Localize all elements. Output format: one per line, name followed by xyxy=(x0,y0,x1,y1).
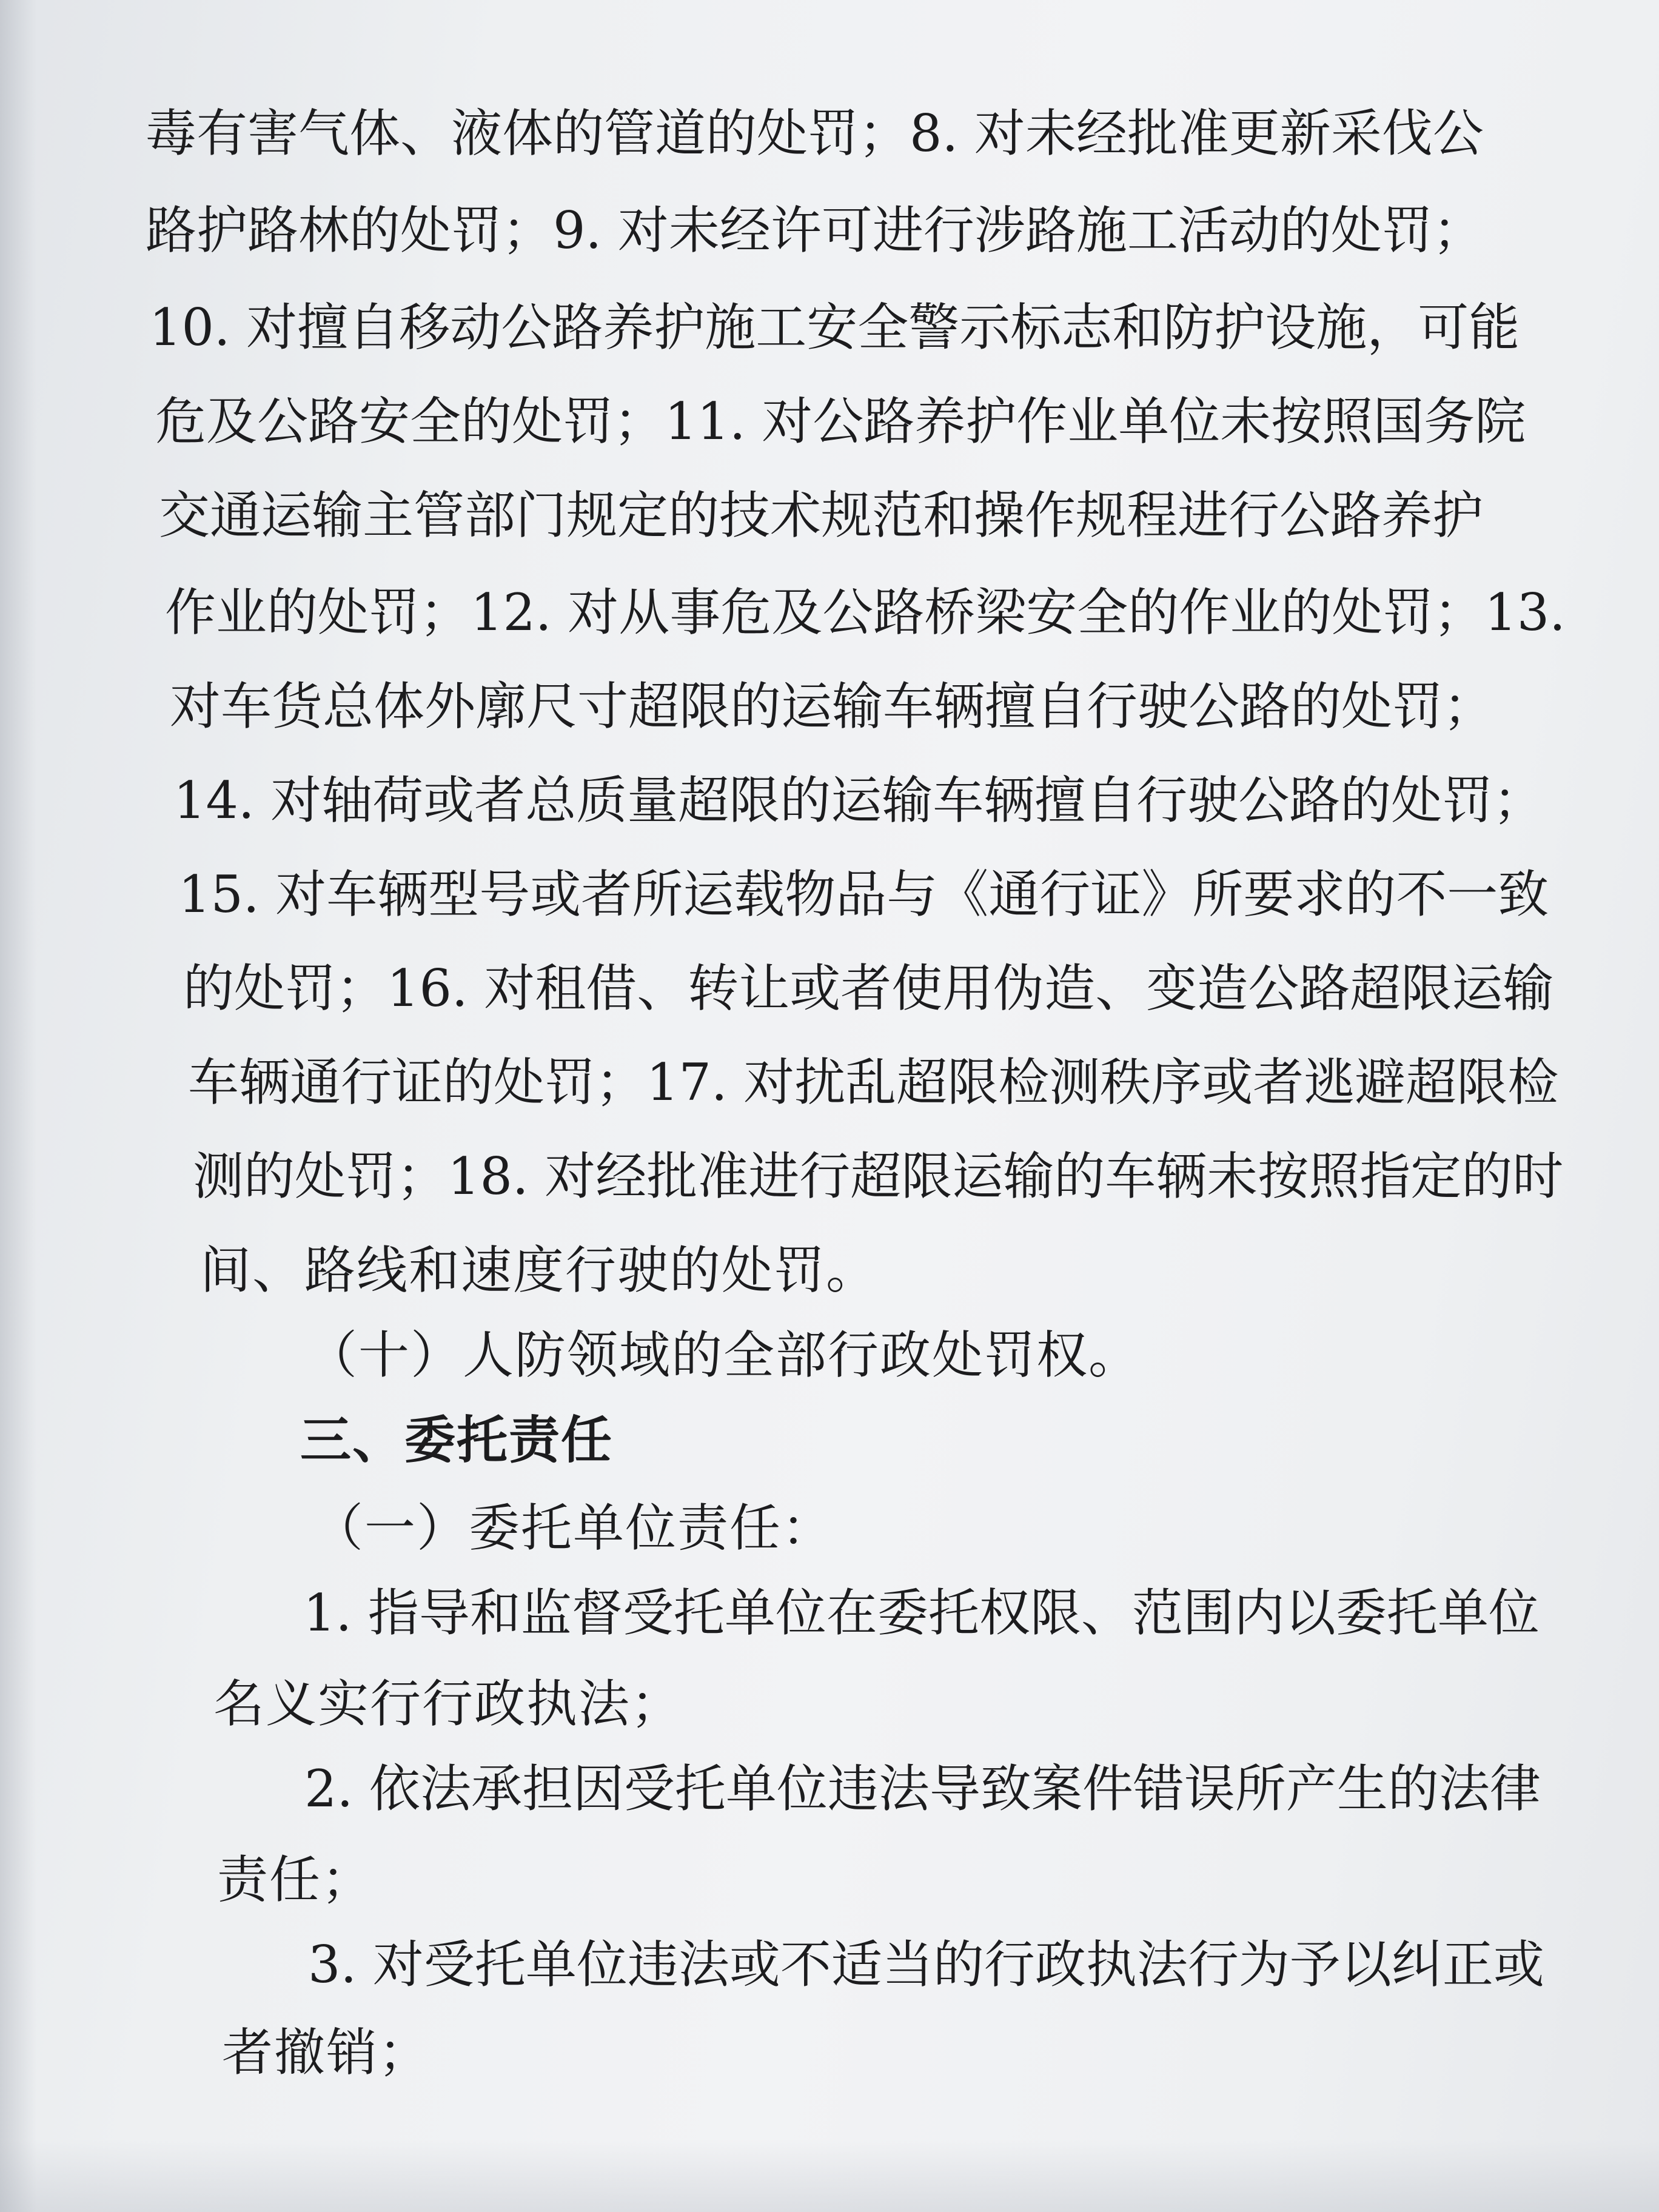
text-line: 测的处罚；18. 对经批准进行超限运输的车辆未按照指定的时 xyxy=(193,1147,1564,1206)
text-line: 间、路线和速度行驶的处罚。 xyxy=(200,1241,879,1300)
text-line: 危及公路安全的处罚；11. 对公路养护作业单位未按照国务院 xyxy=(155,392,1526,451)
text-line: 路护路林的处罚；9. 对未经许可进行涉路施工活动的处罚； xyxy=(146,201,1484,260)
text-line: 者撤销； xyxy=(222,2023,431,2082)
text-line: 交通运输主管部门规定的技术规范和操作规程进行公路养护 xyxy=(159,486,1484,545)
text-line: 的处罚；16. 对租借、转让或者使用伪造、变造公路超限运输 xyxy=(183,959,1554,1018)
text-line: 15. 对车辆型号或者所运载物品与《通行证》所要求的不一致 xyxy=(178,865,1549,924)
text-line: 对车货总体外廓尺寸超限的运输车辆擅自行驶公路的处罚； xyxy=(170,677,1495,736)
section-heading: 三、委托责任 xyxy=(300,1410,614,1470)
text-line: 2. 依法承担因受托单位违法导致案件错误所产生的法律 xyxy=(304,1759,1541,1818)
text-line: 作业的处罚；12. 对从事危及公路桥梁安全的作业的处罚；13. xyxy=(165,583,1566,642)
text-line: 毒有害气体、液体的管道的处罚；8. 对未经批准更新采伐公 xyxy=(146,104,1484,163)
text-line: 责任； xyxy=(217,1850,374,1909)
text-line: 名义实行行政执法； xyxy=(213,1674,683,1734)
page-shadow-bottom xyxy=(0,2139,1659,2212)
text-line: （十）人防领域的全部行政处罚权。 xyxy=(306,1326,1141,1385)
text-line: 10. 对擅自移动公路养护施工安全警示标志和防护设施，可能 xyxy=(149,298,1520,357)
text-line: 车辆通行证的处罚；17. 对扰乱超限检测秩序或者逃避超限检 xyxy=(188,1053,1559,1112)
subsection-heading: （一）委托单位责任： xyxy=(312,1498,834,1558)
text-line: 14. 对轴荷或者总质量超限的运输车辆擅自行驶公路的处罚； xyxy=(173,771,1544,830)
text-line: 1. 指导和监督受托单位在委托权限、范围内以委托单位 xyxy=(303,1583,1540,1643)
text-line: 3. 对受托单位违法或不适当的行政执法行为予以纠正或 xyxy=(308,1935,1544,1994)
page-shadow-left xyxy=(0,0,36,2212)
